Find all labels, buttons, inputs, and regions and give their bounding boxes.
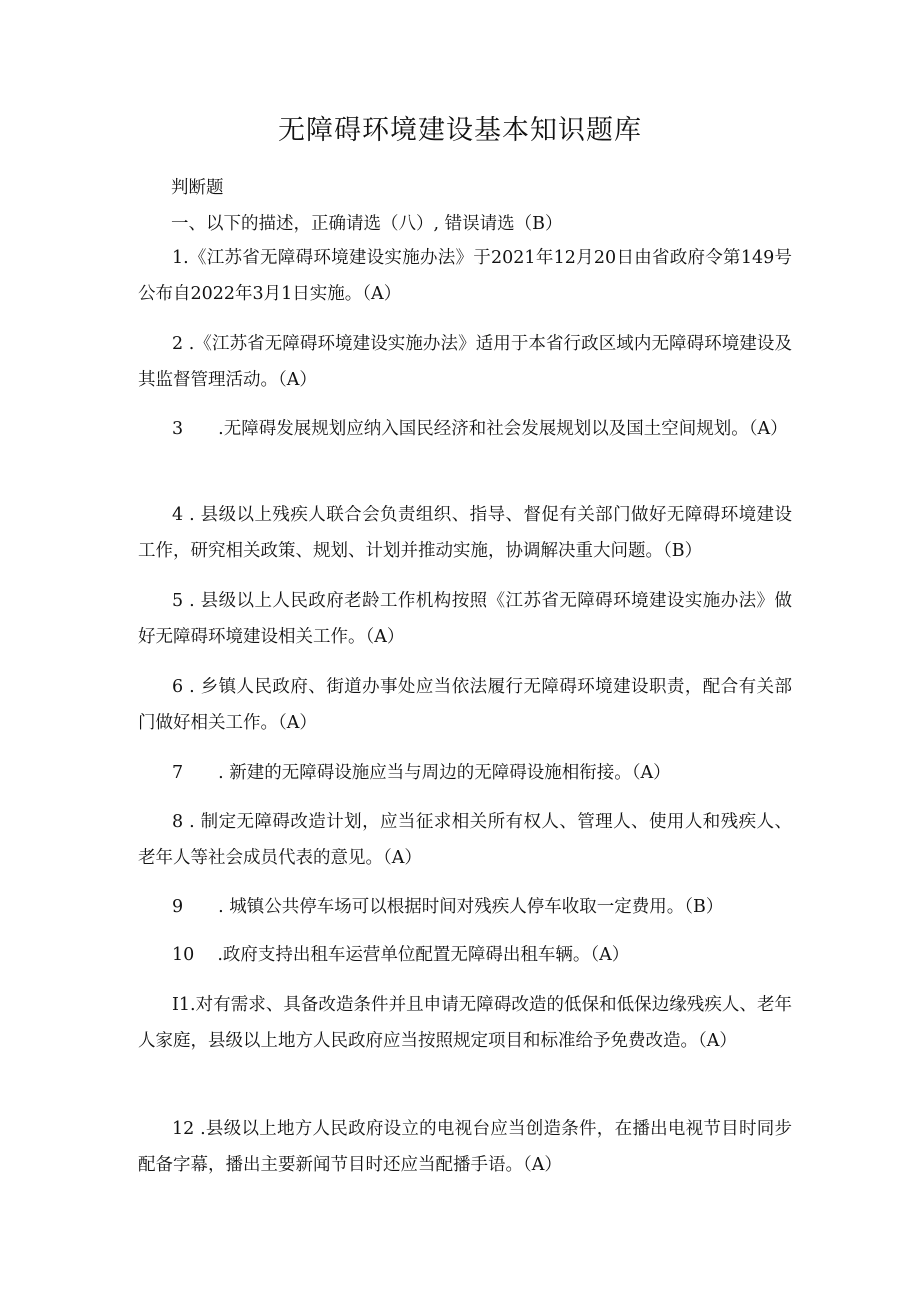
question-1: 1.《江苏省无障碍环境建设实施办法》于2021年12月20日由省政府令第149号公布自2022年3月1日实施。（A） bbox=[138, 248, 792, 304]
instruction-text: 一、以下的描述，正确请选（八）, 错误请选（B） bbox=[171, 214, 563, 234]
question-10: 10 .政府支持出租车运营单位配置无障碍出租车辆。（A） bbox=[172, 945, 630, 965]
page-title: 无障碍环境建设基本知识题库 bbox=[278, 115, 642, 146]
question-4: 4 . 县级以上残疾人联合会负责组织、指导、督促有关部门做好无障碍环境建设工作，研究相关政策、规划、计划并推动实施，协调解决重大问题。（B） bbox=[138, 505, 792, 561]
question-9: 9 . 城镇公共停车场可以根据时间对残疾人停车收取一定费用。（B） bbox=[172, 897, 724, 917]
question-3: 3 .无障碍发展规划应纳入国民经济和社会发展规划以及国土空间规划。（A） bbox=[172, 419, 788, 439]
question-5: 5 . 县级以上人民政府老龄工作机构按照《江苏省无障碍环境建设实施办法》做好无障碍环境建设相关工作。（A） bbox=[138, 591, 792, 647]
question-6: 6 . 乡镇人民政府、街道办事处应当依法履行无障碍环境建设职责，配合有关部门做好相关工作。（A） bbox=[138, 677, 792, 733]
question-12: 12 .县级以上地方人民政府设立的电视台应当创造条件，在播出电视节目时同步配备字幕，播出主要新闻节目时还应当配播手语。（A） bbox=[138, 1119, 792, 1175]
section-label: 判断题 bbox=[171, 178, 224, 198]
question-2: 2 .《江苏省无障碍环境建设实施办法》适用于本省行政区域内无障碍环境建设及其监督管理活动。（A） bbox=[138, 334, 792, 390]
question-7: 7 . 新建的无障碍设施应当与周边的无障碍设施相衔接。（A） bbox=[172, 763, 671, 783]
question-8: 8 . 制定无障碍改造计划，应当征求相关所有权人、管理人、使用人和残疾人、老年人等社会成员代表的意见。（A） bbox=[138, 812, 792, 868]
question-11: I1.对有需求、具备改造条件并且申请无障碍改造的低保和低保边缘残疾人、老年人家庭，县级以上地方人民政府应当按照规定项目和标准给予免费改造。（A） bbox=[138, 995, 792, 1051]
